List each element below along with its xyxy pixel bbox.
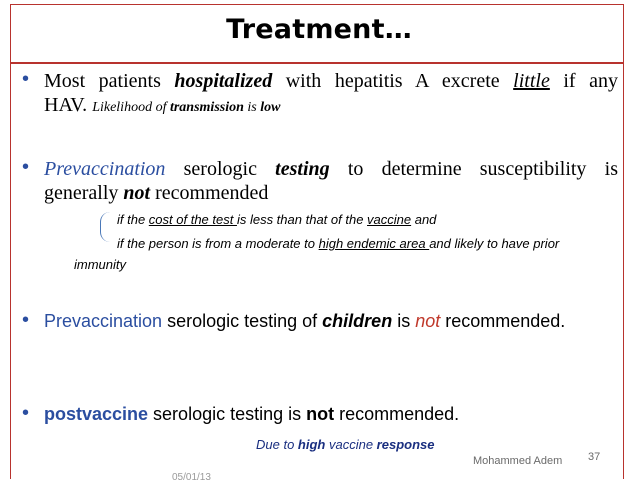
title-divider [10, 62, 623, 64]
bullet-1-line-1 [44, 70, 618, 93]
emphasis-endemic: high endemic area [318, 236, 430, 251]
bullet-marker: • [22, 402, 30, 424]
emphasis-testing: testing [275, 158, 330, 180]
bullet-4-note [256, 437, 434, 452]
text: vaccine [325, 437, 377, 452]
text: with hepatitis A excrete [272, 70, 514, 92]
text-prevaccination: Prevaccination [44, 311, 163, 331]
bullet-2-line-1 [44, 158, 618, 181]
text: HAV. [44, 94, 93, 116]
text: serologic [165, 158, 276, 180]
emphasis-vaccine: vaccine [367, 212, 412, 227]
footer-author: Mohammed Adem [473, 455, 563, 467]
text: recommended [150, 182, 269, 204]
emphasis-prevaccination: Prevaccination [44, 158, 166, 180]
brace-icon [100, 212, 113, 242]
text: if the person is from a moderate to [117, 236, 319, 251]
emphasis-not: not [306, 404, 335, 424]
text: Most patients [44, 70, 175, 92]
text: recommended. [440, 311, 566, 331]
bullet-2-line-2 [44, 182, 268, 205]
bullet-marker: • [22, 156, 30, 178]
slide-number: 37 [588, 451, 601, 463]
bullet-1-line-2 [44, 94, 280, 117]
text: generally [44, 182, 124, 204]
emphasis-response: response [376, 437, 435, 452]
text: recommended. [334, 404, 460, 424]
emphasis-transmission: transmission [169, 100, 244, 115]
bullet-marker: • [22, 68, 30, 90]
text: is less than that of the [236, 212, 368, 227]
bullet-3 [44, 311, 565, 332]
bullet-2-subline-1 [117, 212, 436, 227]
slide-title: Treatment… [226, 14, 412, 45]
emphasis-little: little [513, 70, 550, 92]
text: and [411, 212, 437, 227]
text: to determine susceptibility is [329, 158, 618, 180]
bullet-2-subline-2 [117, 236, 559, 251]
emphasis-low: low [260, 100, 281, 115]
text: if the [117, 212, 149, 227]
bullet-2-subline-3: immunity [74, 257, 127, 272]
text: is [243, 100, 261, 115]
emphasis-high: high [297, 437, 326, 452]
emphasis-postvaccine: postvaccine [44, 404, 149, 424]
text: and likely to have prior [429, 236, 560, 251]
text-likelihood: Likelihood of [92, 100, 170, 115]
emphasis-hospitalized: hospitalized [174, 70, 273, 92]
text: serologic testing of [162, 311, 323, 331]
text: serologic testing is [148, 404, 307, 424]
text: is [392, 311, 416, 331]
emphasis-cost: cost of the test [148, 212, 237, 227]
text: if any [549, 70, 619, 92]
footer-date: 05/01/13 [172, 472, 211, 483]
emphasis-not: not [123, 182, 151, 204]
bullet-4 [44, 404, 459, 425]
emphasis-not: not [415, 311, 441, 331]
emphasis-children: children [322, 311, 393, 331]
bullet-marker: • [22, 309, 30, 331]
text: Due to [256, 437, 298, 452]
